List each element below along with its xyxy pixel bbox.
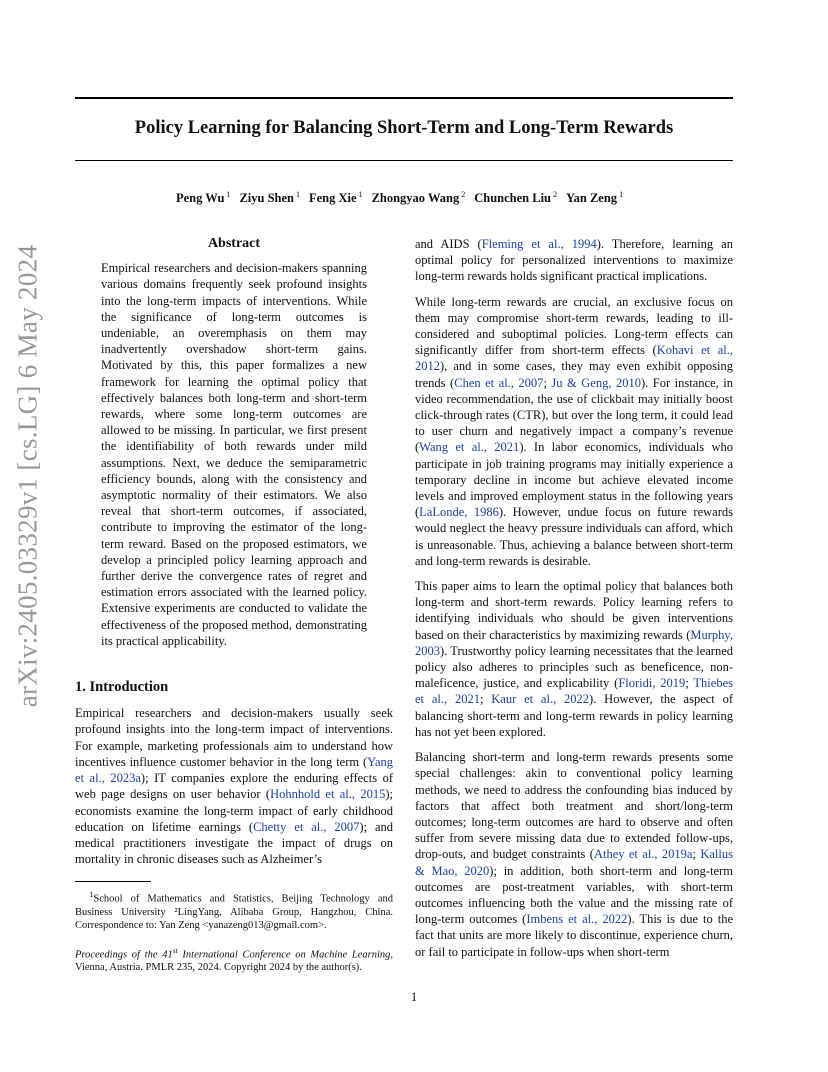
text-run: ; [692,847,701,862]
citation-link[interactable]: LaLonde, 1986 [419,505,499,520]
citation-link[interactable]: Hohnhold et al., 2015 [270,787,386,802]
text-run: ). In labor economics, individuals who participate in job training programs may initially experience a temporary decline in income but achieve elevated income levels and improved employment status in the following years ( [415,440,734,520]
author-name: Chunchen Liu [474,191,551,206]
intro-paragraph-3 [415,578,733,740]
author-affiliation-mark: 1 [617,190,624,199]
author [474,191,557,205]
citation-link[interactable]: Chetty et al., 2007 [253,819,360,834]
text-run: ). For instance, in video recommendation, the use of clickbait may initially boost click-through rates (CTR), but over the long term, it could lead to user churn and negatively impact a company’s revenue ( [415,375,733,455]
proceedings-note [75,944,393,975]
page-number: 1 [410,990,418,1004]
text-run: ); and medical practitioners investigate the impact of drugs on mortality in chronic diseases such as Alzheimer’s [75,819,393,867]
citation-link[interactable]: Kaur et al., 2022 [491,692,590,707]
text-run: Empirical researchers and decision-makers usually seek profound insights into the long-term impact of interventions. For example, marketing professionals aim to understand how incentives influence customer behavior in the long term ( [75,706,393,769]
citation-link[interactable]: Imbens et al., 2022 [526,912,628,927]
citation-link[interactable]: Chen et al., 2007 [454,375,544,390]
text-run: ; [685,676,694,691]
arxiv-identifier[interactable]: arXiv:2405.03329v1 [cs.LG] 6 May 2024 [12,244,43,708]
author-list [75,190,733,206]
intro-paragraph-1 [75,705,393,867]
author-affiliation-mark: 2 [459,190,466,199]
footnote-divider [75,881,151,882]
citation-link[interactable]: Kallus & Mao, 2020 [415,847,733,878]
citation-link[interactable]: Kohavi et al., 2012 [415,343,733,374]
text-run: ). This is due to the fact that units are more likely to discontinue, experience churn, or fail to participate in follow-ups when short-term [415,912,734,959]
author [372,191,466,205]
text-run: Proceedings of the 41 [75,949,173,961]
text-run: ). However, undue focus on future rewards would neglect the heavy pressure individuals can afford, which is unreasonable. Thus, achieving a balance between short-term and long-term rewards is desirable. [415,505,733,568]
citation-link[interactable]: Thiebes et al., 2021 [415,676,733,707]
text-run: ); IT companies explore the enduring effects of web page designs on user behavior ( [75,771,394,802]
citation-link[interactable]: Ju & Geng, 2010 [551,375,641,390]
author-affiliation-mark: 2 [551,190,557,199]
title-rule-bottom [75,160,733,161]
text-run: ); in addition, both short-term and long-term outcomes are post-treatment variables, with short-term outcomes influencing both the value and the missing rate of long-term outcomes ( [415,863,733,927]
author-affiliation-mark: 1 [294,190,300,199]
footnote-text: School of Mathematics and Statistics, Beijing Technology and Business University ²LingYang, Alibaba Group, Hangzhou, China. Correspondence to: Yan Zeng <yanazeng013@gmail.com>. [75,893,393,931]
author-name: Zhongyao Wang [371,191,460,206]
footnote-mark: 1 [89,889,94,900]
citation-link[interactable]: Floridi, 2019 [618,676,686,691]
author [239,191,300,205]
citation-link[interactable]: Yang et al., 2023a [75,754,393,786]
text-run: and AIDS ( [415,237,482,251]
intro-paragraph-2 [415,294,733,569]
author-name: Ziyu Shen [239,191,294,206]
citation-link[interactable]: Fleming et al., 1994 [481,237,597,251]
text-run: ; [543,375,552,390]
author-name: Yan Zeng [566,191,618,206]
text-run: ). Therefore, learning an optimal policy for personalized interventions to maximize long-term rewards holds significant practical implications. [415,237,733,284]
author [176,191,231,205]
text-run: International Conference on Machine Learning [177,949,391,961]
author-name: Peng Wu [175,191,225,206]
affiliation-footnote [75,888,393,932]
text-run: st [172,945,178,955]
text-run: , Vienna, Austria. PMLR 235, 2024. Copyright 2024 by the author(s). [75,949,393,974]
text-run: ). Trustworthy policy learning necessitates that the learned policy also adheres to principles such as beneficence, non-maleficence, justice, and explicability ( [415,643,733,691]
text-run: Balancing short-term and long-term rewards presents some special challenges: akin to conventional policy learning methods, we need to address the confounding bias induced by factors that affect both treatment and short/long-term outcomes; long-term outcomes are hard to observe and often suffer from severe missing data due to extended follow-ups, drop-outs, and budget constraints ( [415,750,733,862]
citation-link[interactable]: Athey et al., 2019a [593,847,693,862]
citation-link[interactable]: Murphy, 2003 [415,627,733,658]
text-run: ), and in some cases, they may even exhibit opposing trends ( [415,359,733,390]
author-affiliation-mark: 1 [356,190,363,199]
right-column [415,236,733,969]
citation-link[interactable]: Wang et al., 2021 [419,440,520,455]
section-heading-introduction: 1. Introduction [75,679,169,696]
author-name: Feng Xie [309,191,357,206]
author-affiliation-mark: 1 [224,190,231,199]
text-run: ). However, the aspect of balancing short-term and long-term rewards in policy learning has not yet been explored. [415,692,734,739]
abstract-text: Empirical researchers and decision-makers spanning various domains frequently seek profound insights into the long-term impacts of interventions. While the significance of long-term outcomes is undeniable, an overemphasis on them may inadvertently overshadow short-term gains. Motivated by this, this paper formalizes a new framework for learning the optimal policy that effectively balances both long-term and short-term rewards, where some long-term outcomes are allowed to be missing. In particular, we first present the identifiability of both rewards under mild assumptions. Next, we deduce the semiparametric efficiency bounds, along with the consistency and asymptotic normality of their estimators. We also reveal that short-term outcomes, if associated, contribute to improving the estimator of the long-term reward. Based on the proposed estimators, we develop a principled policy learning approach and further derive the convergence rates of regret and estimation errors associated with the learned policy. Extensive experiments are conducted to validate the effectiveness of the proposed method, demonstrating its practical applicability. [101,261,367,648]
author [309,191,363,205]
intro-paragraph-1-continued [415,236,733,285]
text-run: ; [479,692,492,707]
title-rule-top [75,97,733,99]
author [566,191,623,205]
text-run: While long-term rewards are crucial, an exclusive focus on them may compromise short-term rewards, leading to ill-considered and suboptimal policies. Long-term effects can significantly differ from short-term effects ( [415,294,733,358]
paper-title: Policy Learning for Balancing Short-Term and Long-Term Rewards [134,118,674,138]
text-run: ); economists examine the long-term impact of early childhood education on lifetime earnings ( [75,787,393,834]
intro-paragraph-4 [415,749,733,960]
abstract-heading: Abstract [207,236,261,251]
text-run: This paper aims to learn the optimal policy that balances both long-term and short-term rewards. Policy learning refers to identifying individuals who should be given interventions based on their characteristics by maximizing rewards ( [415,579,733,642]
left-column [75,236,393,974]
